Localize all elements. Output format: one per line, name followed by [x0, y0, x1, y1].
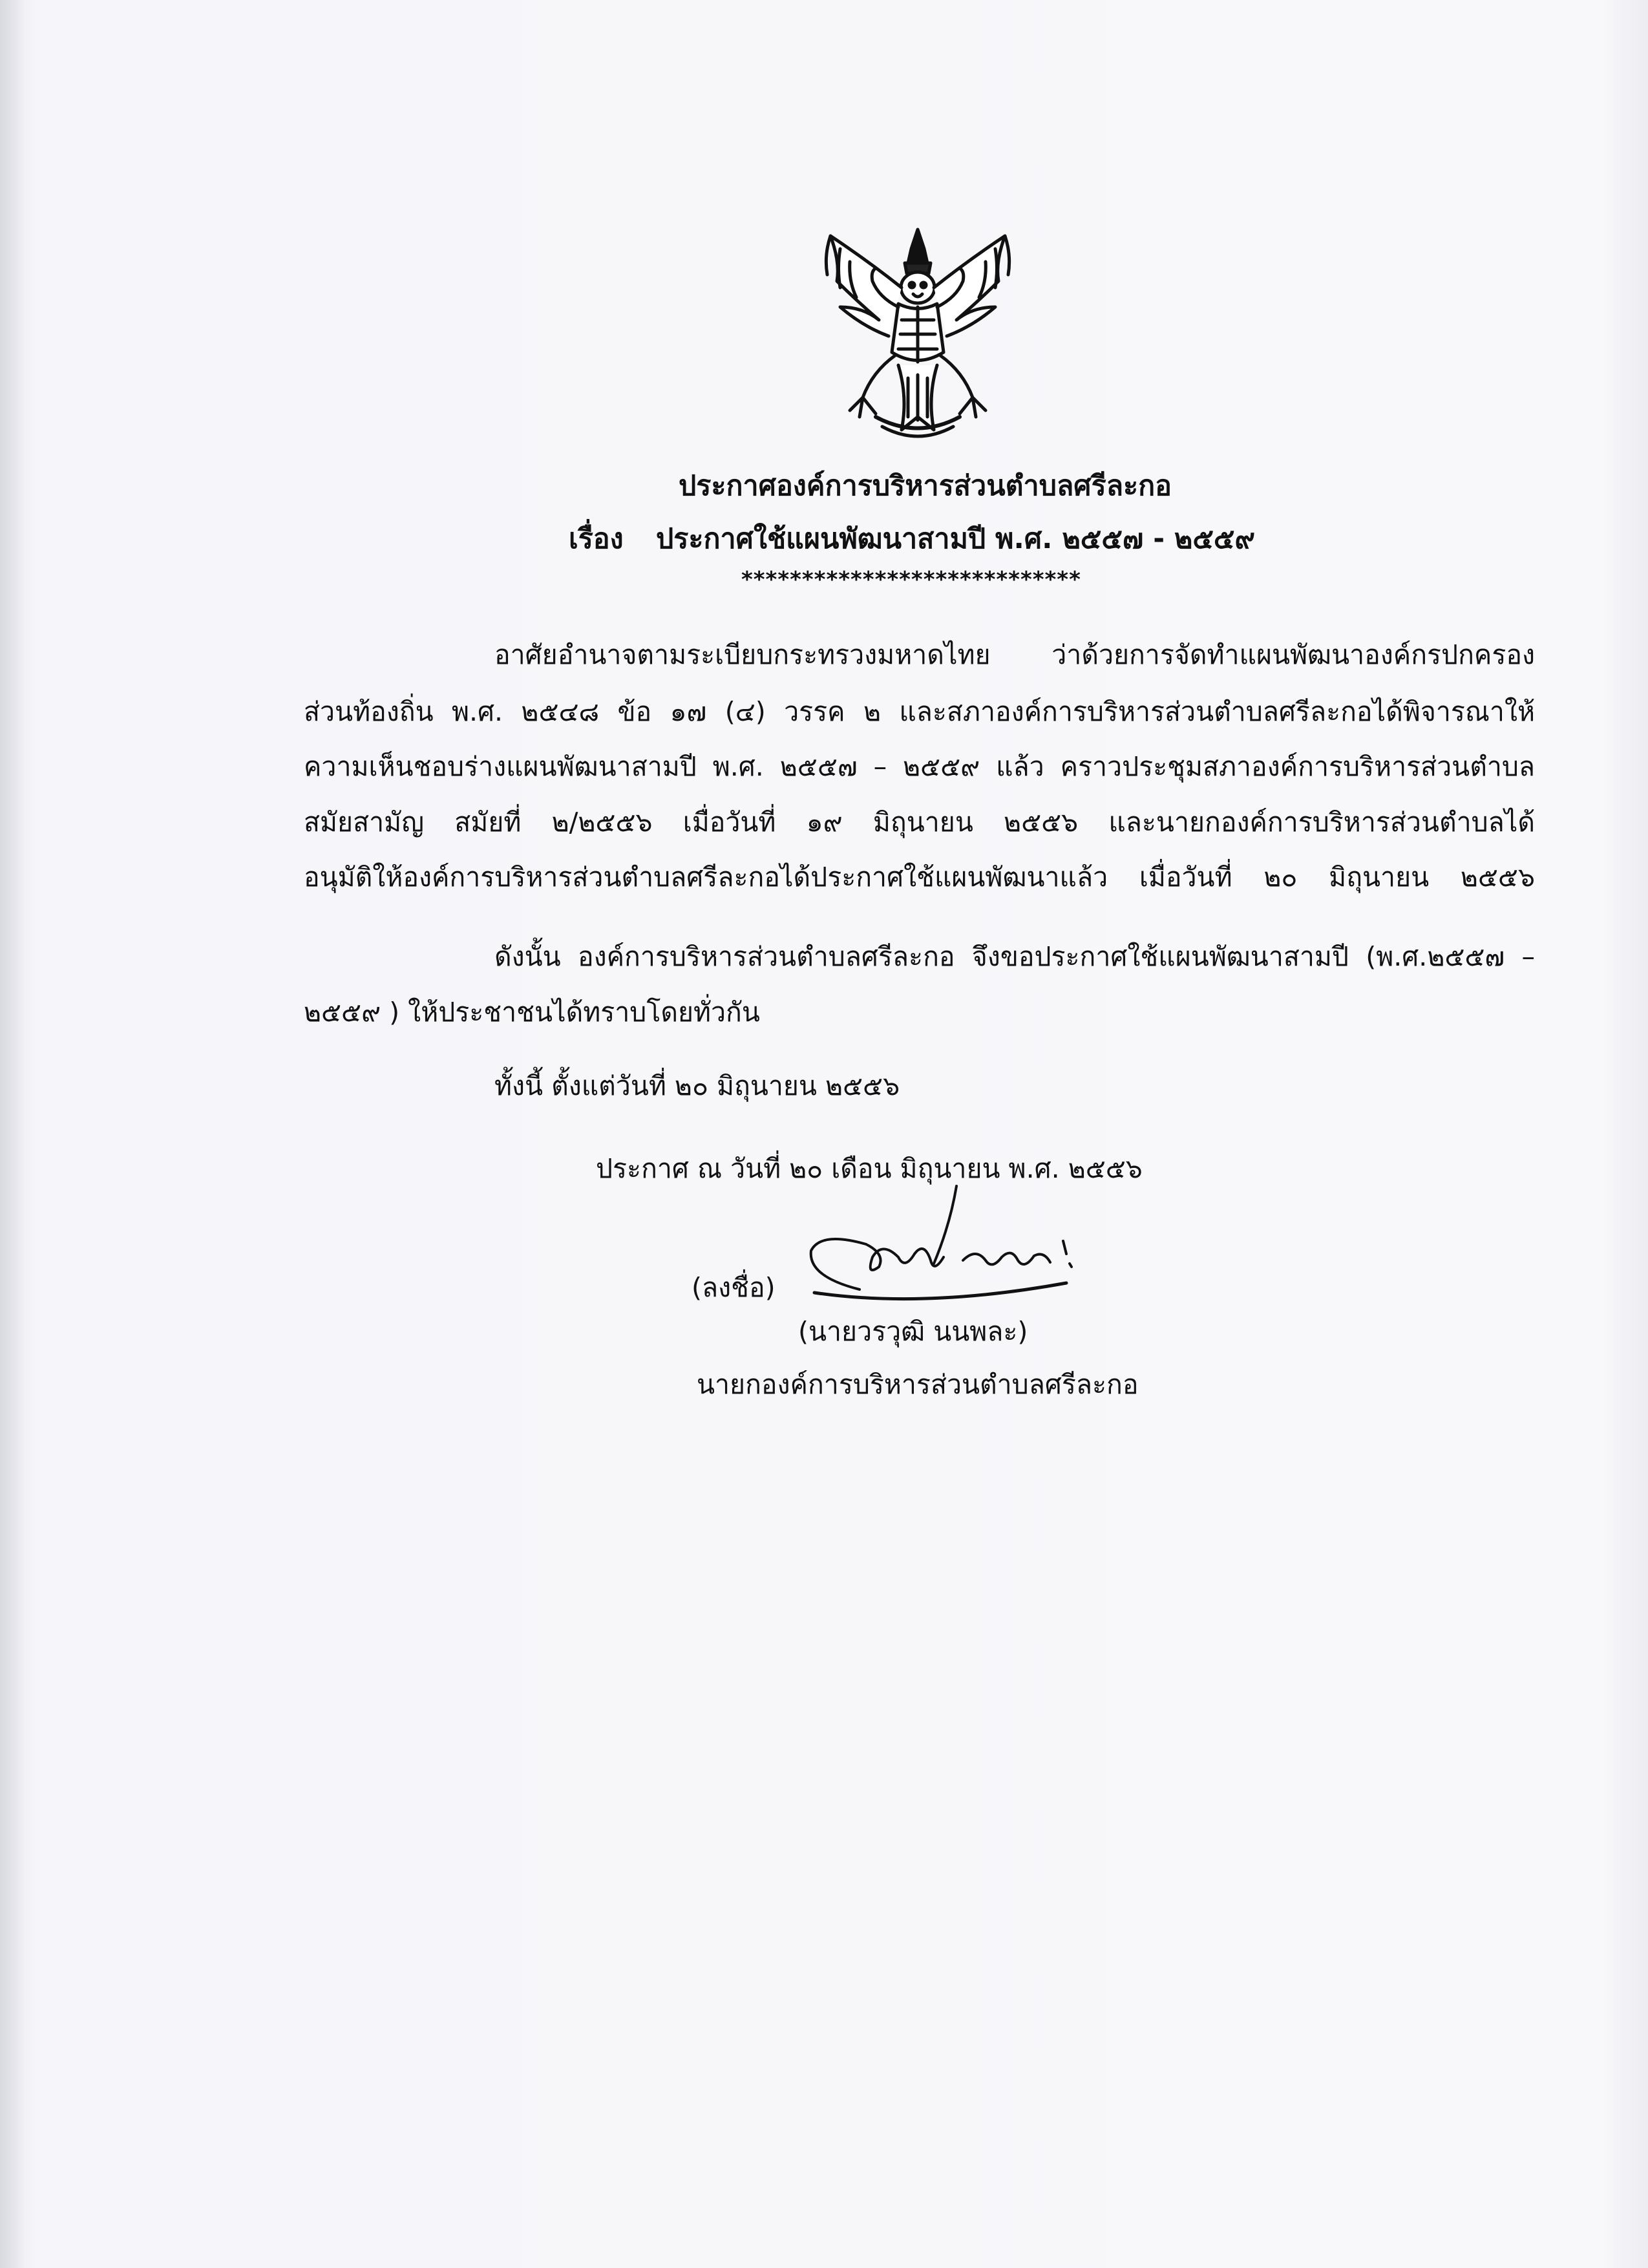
- garuda-emblem-icon: [811, 223, 1024, 449]
- paragraph1-line3: ความเห็นชอบร่างแผนพัฒนาสามปี พ.ศ. ๒๕๕๗ – ๒๕๕๙ แล้ว คราวประชุมสภาองค์การบริหารส่วนตำบล: [304, 751, 1535, 782]
- handwritten-signature: [795, 1180, 1112, 1328]
- paragraph1-line4: สมัยสามัญ สมัยที่ ๒/๒๕๕๖ เมื่อวันที่ ๑๙ มิถุนายน ๒๕๕๖ และนายกองค์การบริหารส่วนตำบลได้: [304, 807, 1535, 838]
- paragraph1-line2: ส่วนท้องถิ่น พ.ศ. ๒๕๔๘ ข้อ ๑๗ (๔) วรรค ๒ และสภาองค์การบริหารส่วนตำบลศรีละกอได้พิจารณาให้: [304, 696, 1535, 727]
- sign-label: (ลงชื่อ): [692, 1272, 776, 1303]
- subject-label: เรื่อง: [569, 523, 624, 555]
- paragraph1-line5: อนุมัติให้องค์การบริหารส่วนตำบลศรีละกอได้ประกาศใช้แผนพัฒนาแล้ว เมื่อวันที่ ๒๐ มิถุนายน ๒๕๕๖: [304, 862, 1535, 893]
- signer-name: (นายวรวุฒิ นนพละ): [798, 1316, 1028, 1347]
- signer-position: นายกองค์การบริหารส่วนตำบลศรีละกอ: [697, 1369, 1139, 1400]
- announce-date: ประกาศ ณ วันที่ ๒๐ เดือน มิถุนายน พ.ศ. ๒๕๕๖: [596, 1153, 1143, 1184]
- paragraph2-line2: ๒๕๕๙ ) ให้ประชาชนได้ทราบโดยทั่วกัน: [304, 997, 760, 1028]
- paragraph1-line1: อาศัยอำนาจตามระเบียบกระทรวงมหาดไทย ว่าด้วยการจัดทำแผนพัฒนาองค์กรปกครอง: [494, 639, 1535, 670]
- subject-text: ประกาศใช้แผนพัฒนาสามปี พ.ศ. ๒๕๕๗ - ๒๕๕๙: [656, 523, 1255, 555]
- page-title: ประกาศองค์การบริหารส่วนตำบลศรีละกอ: [679, 470, 1172, 502]
- effective-date: ทั้งนี้ ตั้งแต่วันที่ ๒๐ มิถุนายน ๒๕๕๖: [494, 1070, 900, 1101]
- title-separator: ****************************: [741, 567, 1081, 593]
- paragraph2-line1: ดังนั้น องค์การบริหารส่วนตำบลศรีละกอ จึงขอประกาศใช้แผนพัฒนาสามปี (พ.ศ.๒๕๕๗ –: [494, 941, 1535, 972]
- scan-edge-shadow: [0, 0, 26, 2268]
